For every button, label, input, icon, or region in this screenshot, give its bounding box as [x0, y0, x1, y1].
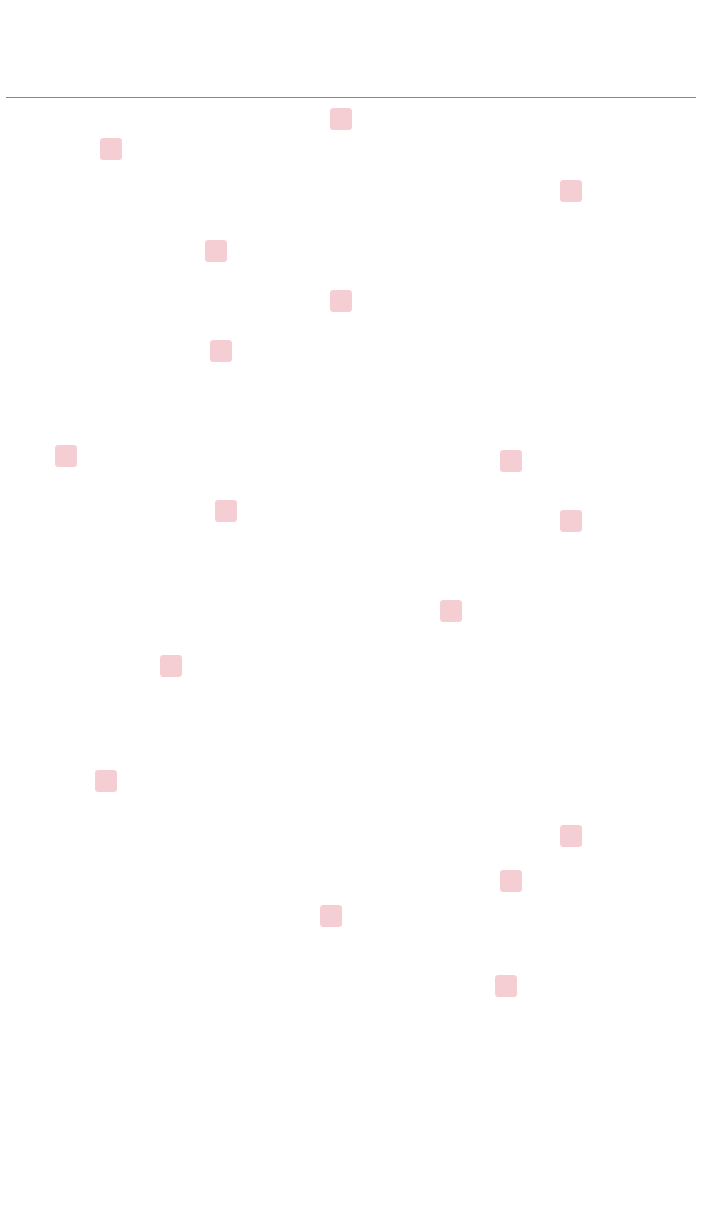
disclaimer-line-2 [6, 23, 696, 46]
watermark-icon [330, 108, 352, 130]
watermark-logo [100, 138, 125, 160]
watermark-logo [500, 450, 525, 472]
watermark-icon [100, 138, 122, 160]
watermark-logo [560, 825, 585, 847]
watermark-icon [320, 905, 342, 927]
disclaimer-line-3 [6, 45, 696, 68]
watermark-icon [210, 340, 232, 362]
watermark-logo [560, 510, 585, 532]
watermark-icon [560, 825, 582, 847]
watermark-icon [55, 445, 77, 467]
watermark-icon [560, 510, 582, 532]
watermark-icon [95, 770, 117, 792]
watermark-logo [210, 340, 235, 362]
watermark-icon [500, 870, 522, 892]
watermark-logo [330, 108, 355, 130]
watermark-logo [160, 655, 185, 677]
watermark-logo [500, 870, 525, 892]
watermark-icon [205, 240, 227, 262]
disclaimer-line-4 [6, 68, 696, 91]
watermark-logo [95, 770, 120, 792]
watermark-logo [440, 600, 465, 622]
watermark-icon [160, 655, 182, 677]
watermark-logo [215, 500, 240, 522]
watermark-logo [330, 290, 355, 312]
watermark-logo [55, 445, 80, 467]
watermark-icon [500, 450, 522, 472]
watermark-logo [205, 240, 230, 262]
disclaimer-line-1 [6, 0, 696, 23]
watermark-icon [560, 180, 582, 202]
header-divider [6, 97, 696, 98]
disclaimer [6, 0, 696, 90]
watermark-icon [330, 290, 352, 312]
watermark-logo [320, 905, 345, 927]
watermark-icon [495, 975, 517, 997]
watermark-icon [215, 500, 237, 522]
watermark-logo [560, 180, 585, 202]
watermark-icon [440, 600, 462, 622]
watermark-logo [495, 975, 520, 997]
